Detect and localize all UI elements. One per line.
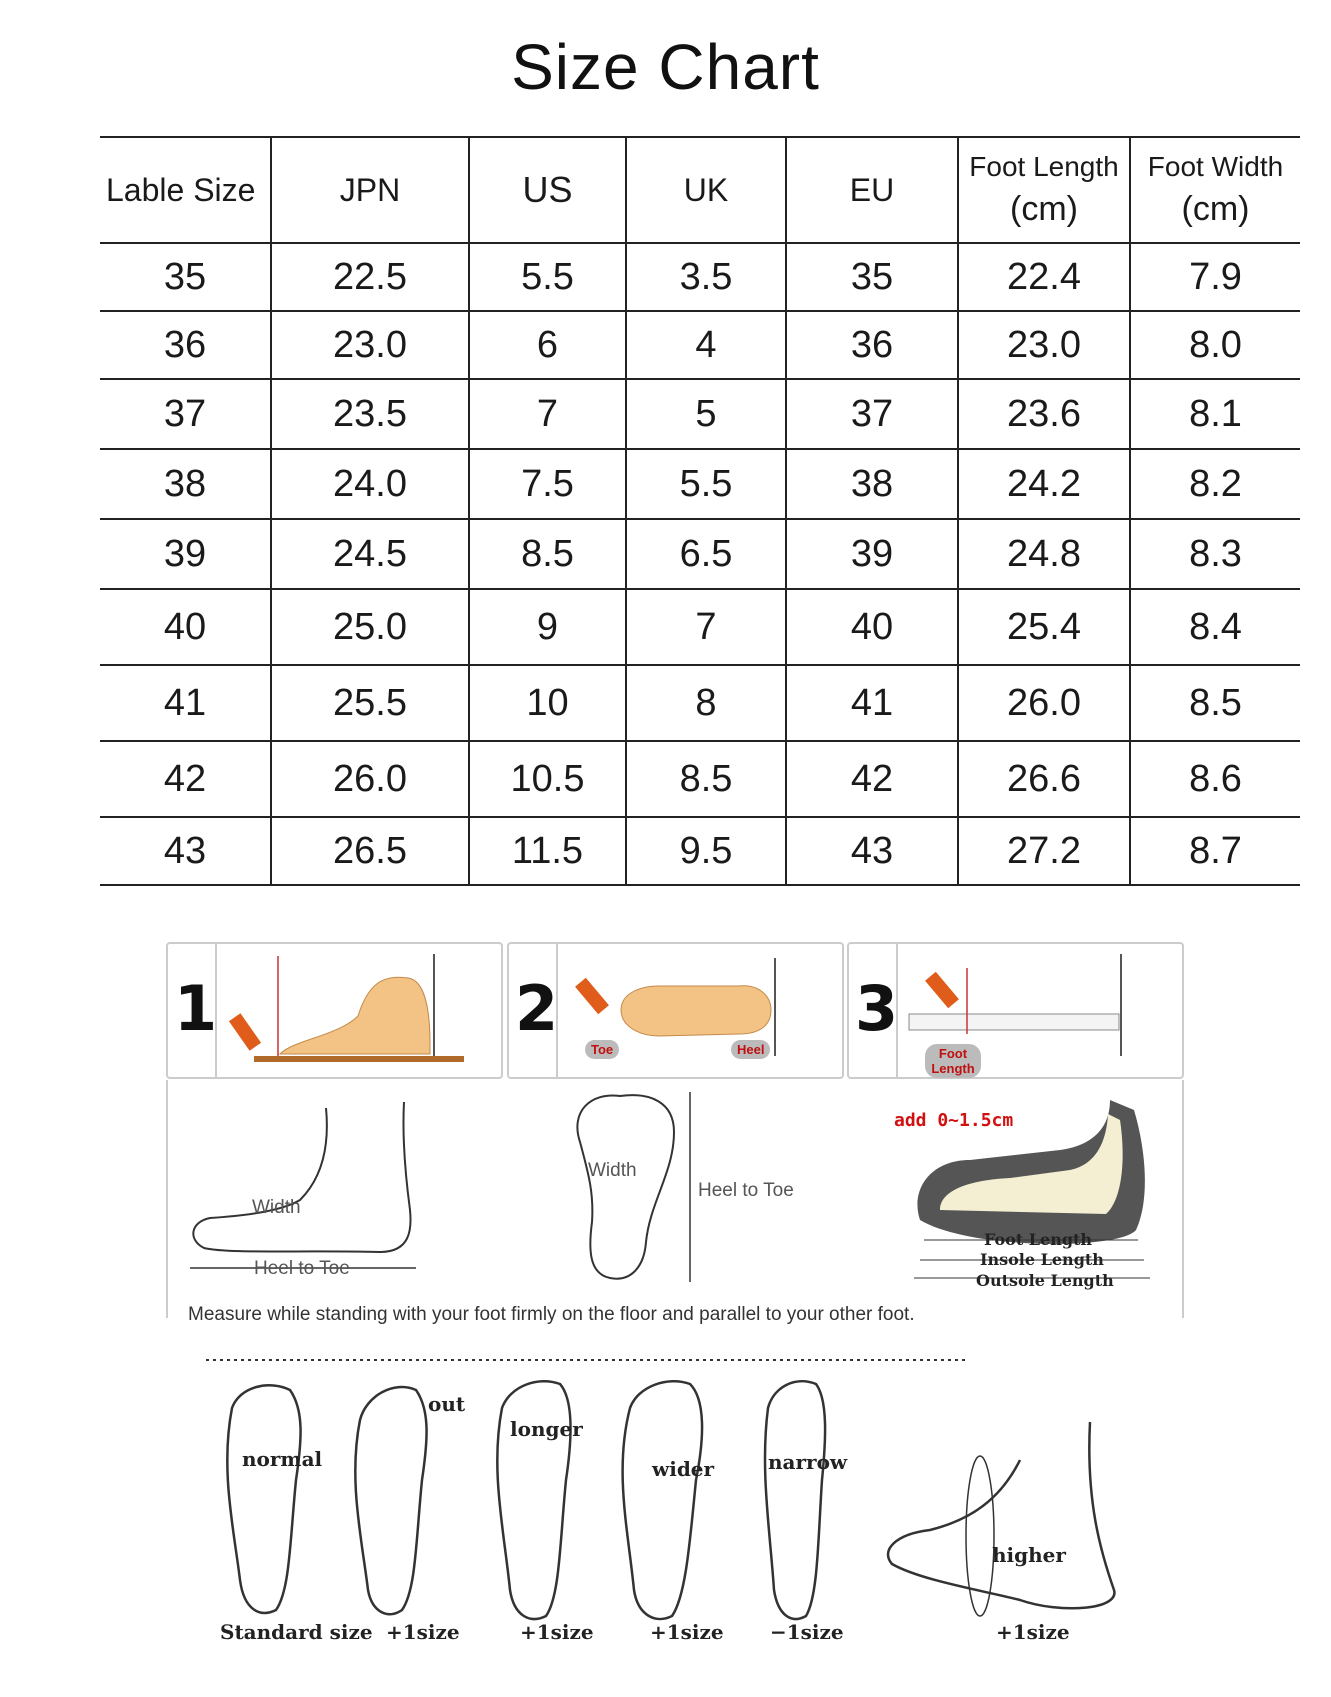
table-cell: 22.4: [958, 243, 1130, 311]
size-longer: +1size: [520, 1620, 594, 1644]
table-cell: 25.0: [271, 589, 469, 665]
table-cell: 7: [469, 379, 626, 449]
table-cell: 7: [626, 589, 786, 665]
table-cell: 26.0: [958, 665, 1130, 741]
table-cell: 23.5: [271, 379, 469, 449]
foot-length-unit: (cm): [1010, 189, 1078, 228]
table-row: [100, 311, 1300, 379]
step-2-number: 2: [515, 972, 559, 1045]
table-row: [100, 741, 1300, 817]
table-cell: 5: [626, 379, 786, 449]
step-3-illustration: [849, 944, 1182, 1077]
table-cell: 8.4: [1130, 589, 1300, 665]
table-cell: 38: [786, 449, 958, 519]
table-cell: 24.0: [271, 449, 469, 519]
table-cell: 8.1: [1130, 379, 1300, 449]
insole-length-caption: Insole Length: [980, 1250, 1104, 1269]
foot-length-label: Foot Length: [969, 150, 1119, 182]
header-foot-width: [1130, 137, 1300, 243]
table-cell: 39: [786, 519, 958, 589]
foot-type-longer: longer: [510, 1417, 583, 1441]
step-2-panel: [507, 942, 844, 1079]
step-2-illustration: [509, 944, 842, 1077]
add-length-label: add 0~1.5cm: [894, 1110, 1014, 1131]
table-cell: 24.8: [958, 519, 1130, 589]
foot-type-normal: normal: [242, 1447, 323, 1471]
table-cell: 6.5: [626, 519, 786, 589]
foot-width-label: Foot Width: [1147, 150, 1284, 182]
table-cell: 41: [786, 665, 958, 741]
table-cell: 8: [626, 665, 786, 741]
header-foot-length: [958, 137, 1130, 243]
table-cell: 8.5: [626, 741, 786, 817]
table-cell: 40: [786, 589, 958, 665]
table-cell: 8.5: [1130, 665, 1300, 741]
foot-type-outlines: [140, 1350, 1300, 1650]
table-cell: 42: [163, 757, 207, 800]
table-row: [100, 665, 1300, 741]
table-cell: 5.5: [469, 243, 626, 311]
table-cell: 9: [469, 589, 626, 665]
table-cell: 25.4: [958, 589, 1130, 665]
table-cell: 5.5: [626, 449, 786, 519]
table-cell: 37: [786, 379, 958, 449]
step-1-number: 1: [174, 972, 218, 1045]
outsole-length-caption: Outsole Length: [976, 1271, 1114, 1290]
size-out: +1size: [386, 1620, 460, 1644]
foot-type-wider: wider: [652, 1457, 715, 1481]
table-cell: 35: [786, 243, 958, 311]
table-cell: 23.0: [958, 311, 1130, 379]
table-cell: 42: [786, 741, 958, 817]
step-1-illustration: [168, 944, 501, 1077]
table-cell: 10: [469, 665, 626, 741]
size-wider: +1size: [650, 1620, 724, 1644]
table-cell: 36: [163, 323, 207, 366]
table-cell: 8.0: [1130, 311, 1300, 379]
table-cell: 23.0: [271, 311, 469, 379]
table-row: [100, 449, 1300, 519]
table-cell: 7.9: [1130, 243, 1300, 311]
foot-type-higher: higher: [992, 1543, 1066, 1567]
header-lable-size: Lable Size: [106, 171, 256, 208]
table-row: [100, 519, 1300, 589]
toe-tag: Toe: [585, 1040, 619, 1059]
table-cell: 35: [163, 255, 207, 298]
table-cell: 10.5: [469, 741, 626, 817]
table-cell: 38: [163, 462, 207, 505]
size-standard: Standard size: [220, 1620, 373, 1644]
table-cell: 37: [163, 392, 207, 435]
foot-type-narrow: narrow: [768, 1450, 848, 1474]
header-us: US: [469, 137, 626, 243]
table-cell: 6: [469, 311, 626, 379]
header-eu: EU: [786, 137, 958, 243]
table-cell: 40: [163, 605, 207, 648]
table-cell: 25.5: [271, 665, 469, 741]
table-cell: 11.5: [469, 817, 626, 885]
table-row: [100, 589, 1300, 665]
table-cell: 7.5: [469, 449, 626, 519]
table-cell: 8.5: [469, 519, 626, 589]
table-cell: 24.2: [958, 449, 1130, 519]
width-label-side: Width: [252, 1197, 301, 1218]
table-cell: 41: [163, 681, 207, 724]
table-cell: 43: [163, 829, 207, 872]
step-3-number: 3: [855, 972, 899, 1045]
step-3-panel: [847, 942, 1184, 1079]
table-cell: 23.6: [958, 379, 1130, 449]
table-cell: 36: [786, 311, 958, 379]
table-cell: 26.0: [271, 741, 469, 817]
step-1-panel: [166, 942, 503, 1079]
table-cell: 3.5: [626, 243, 786, 311]
table-cell: 8.3: [1130, 519, 1300, 589]
table-cell: 22.5: [271, 243, 469, 311]
header-uk: UK: [626, 137, 786, 243]
foot-length-caption: Foot Length: [984, 1230, 1093, 1249]
table-cell: 26.5: [271, 817, 469, 885]
table-cell: 39: [163, 532, 207, 575]
table-row: [100, 243, 1300, 311]
table-cell: 9.5: [626, 817, 786, 885]
measure-note: Measure while standing with your foot firmly on the floor and parallel to your other foot.: [188, 1304, 915, 1325]
heel-to-toe-bottom: Heel to Toe: [698, 1180, 794, 1201]
table-cell: 26.6: [958, 741, 1130, 817]
table-row: [100, 379, 1300, 449]
table-cell: 43: [786, 817, 958, 885]
table-header-row: [100, 137, 1300, 243]
table-cell: 27.2: [958, 817, 1130, 885]
table-cell: 8.2: [1130, 449, 1300, 519]
table-cell: 24.5: [271, 519, 469, 589]
heel-tag: Heel: [731, 1040, 770, 1059]
foot-length-tag: Foot Length: [925, 1044, 981, 1078]
size-table: [100, 136, 1300, 886]
width-label-bottom: Width: [588, 1160, 637, 1181]
header-jpn: JPN: [271, 137, 469, 243]
page-title: Size Chart: [511, 31, 820, 103]
table-row: [100, 817, 1300, 885]
heel-to-toe-side: Heel to Toe: [254, 1258, 350, 1279]
table-cell: 8.6: [1130, 741, 1300, 817]
foot-type-out: out: [428, 1392, 466, 1416]
size-higher: +1size: [996, 1620, 1070, 1644]
foot-width-unit: (cm): [1181, 189, 1250, 228]
table-cell: 4: [626, 311, 786, 379]
size-narrow: −1size: [770, 1620, 844, 1644]
table-cell: 8.7: [1130, 817, 1300, 885]
